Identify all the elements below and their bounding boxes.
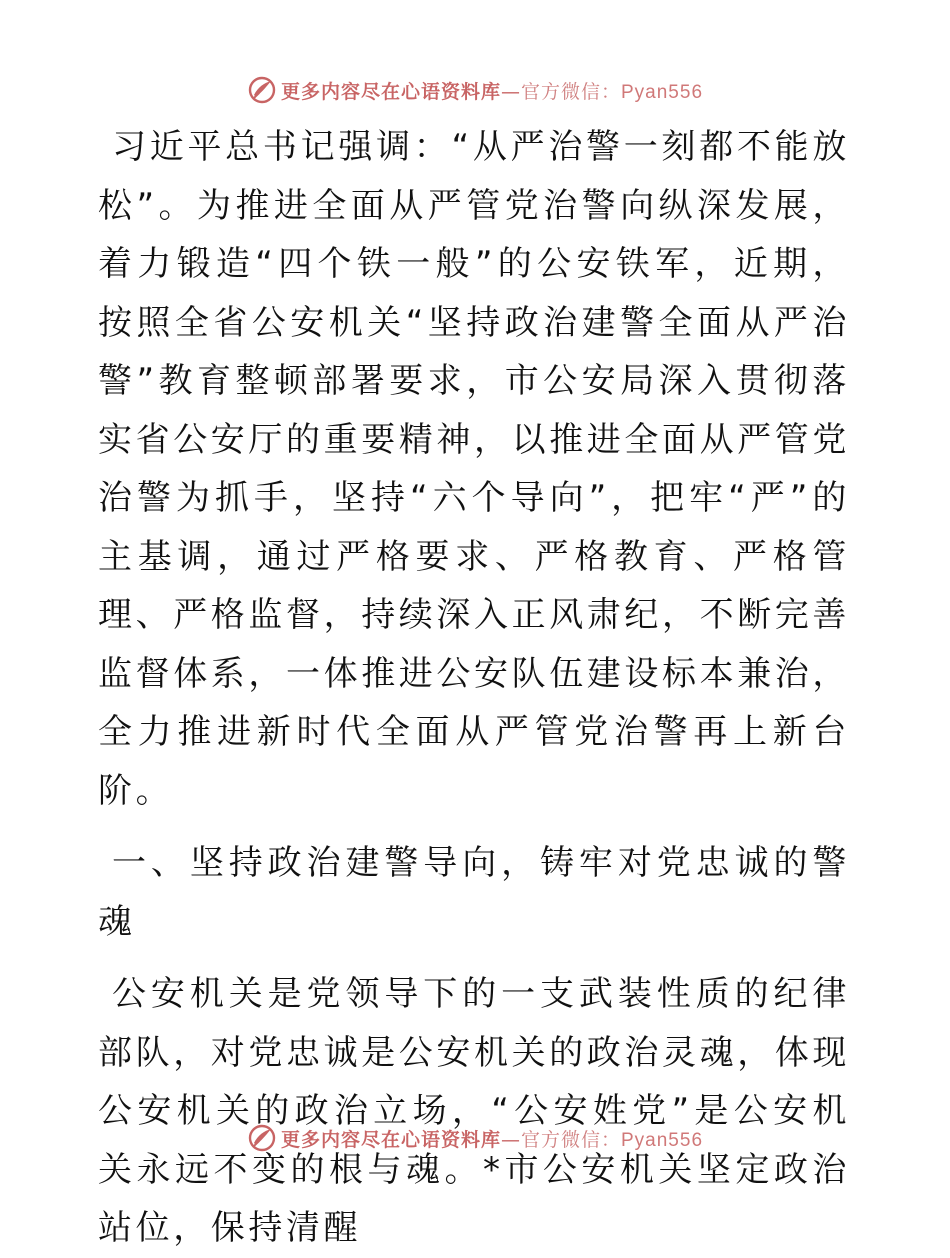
watermark-text: [281, 1125, 703, 1152]
watermark-contact: 官方微信：: [520, 1128, 621, 1151]
document-body: [98, 118, 850, 1258]
intro-paragraph: 习近平总书记强调：“从严治警一刻都不能放松”。为推进全面从严管党治警向纵深发展，着力锻造“四个铁一般”的公安铁军，近期，按照全省公安机关“坚持政治建警全面从严治警”教育整顿部署要求，市公安局深入贯彻落实省公安厅的重要精神，以推进全面从严管党治警为抓手，坚持“六个导向”，把牢“严”的主基调，通过严格要求、严格教育、严格管理、严格监督，持续深入正风肃纪，不断完善监督体系，一体推进公安队伍建设标本兼治，全力推进新时代全面从严管党治警再上新台阶。: [98, 127, 850, 811]
footer-watermark: [0, 1118, 950, 1158]
header-watermark: [0, 70, 950, 110]
section-heading: 一、坚持政治建警导向，铸牢对党忠诚的警魂: [98, 843, 850, 942]
watermark-wechat-id: Pyan556: [621, 1129, 704, 1151]
watermark-label: 更多内容尽在心语资料库: [280, 80, 501, 103]
watermark-label: 更多内容尽在心语资料库: [280, 1128, 501, 1151]
watermark-separator: —: [500, 80, 521, 103]
watermark-separator: —: [500, 1128, 521, 1151]
quill-logo-icon: [247, 1123, 277, 1153]
watermark-contact: 官方微信：: [520, 80, 621, 103]
quill-logo-icon: [247, 75, 277, 105]
watermark-text: [281, 77, 703, 104]
watermark-wechat-id: Pyan556: [621, 81, 704, 103]
section-paragraph: 公安机关是党领导下的一支武装性质的纪律部队，对党忠诚是公安机关的政治灵魂，体现公安机关的政治立场，“公安姓党”是公安机关永远不变的根与魂。*市公安机关坚定政治站位，保持清醒: [98, 974, 850, 1248]
